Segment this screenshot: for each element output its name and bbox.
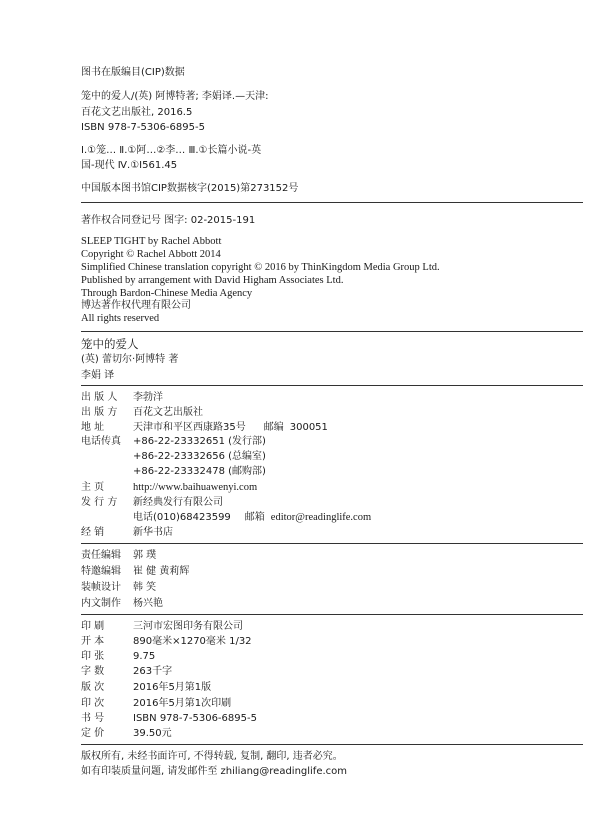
postcode-value: 300051 — [289, 422, 328, 433]
row-value: 杨兴艳 — [133, 598, 163, 609]
cip-line: 国-现代 Ⅳ.①I561.45 — [81, 160, 178, 171]
copyright-line: All rights reserved — [81, 313, 160, 324]
divider — [81, 202, 583, 203]
phone-number: +86-22-23332656 (总编室) — [133, 451, 266, 462]
quality-notice: 如有印装质量问题, 请发邮件至 zhiliang@readinglife.com — [81, 766, 348, 777]
publisher-person-row — [81, 391, 163, 405]
row-value: 2016年5月第1版 — [133, 682, 212, 693]
spec-row — [81, 665, 172, 679]
spec-row — [81, 635, 252, 649]
row-value: 890毫米×1270毫米 1/32 — [133, 636, 252, 647]
row-label: 印 张 — [81, 651, 105, 662]
divider — [81, 385, 583, 386]
divider — [81, 331, 583, 332]
row-value: 2016年5月第1次印刷 — [133, 698, 232, 709]
rights-notice: 版权所有, 未经书面许可, 不得转载, 复制, 翻印, 违者必究。 — [81, 751, 343, 762]
cip-verify-number: 中国版本图书馆CIP数据核字(2015)第273152号 — [81, 183, 299, 194]
spec-row — [81, 650, 155, 664]
row-value: 百花文艺出版社 — [133, 407, 203, 418]
distributor-row — [81, 496, 223, 510]
distributor-contact-row — [133, 511, 371, 525]
row-label: 开 本 — [81, 636, 105, 647]
book-author: (英) 蕾切尔·阿博特 著 — [81, 354, 179, 365]
divider — [81, 614, 583, 615]
mailbox-label: 邮箱 — [244, 512, 265, 523]
book-translator: 李娟 译 — [81, 370, 115, 381]
copyright-line: SLEEP TIGHT by Rachel Abbott — [81, 236, 222, 247]
phone-number: +86-22-23332478 (邮购部) — [133, 466, 266, 477]
row-value: 新华书店 — [133, 527, 173, 538]
row-value: 三河市宏图印务有限公司 — [133, 621, 243, 632]
phone-row — [81, 435, 266, 449]
row-label: 印 次 — [81, 698, 105, 709]
row-label: 书 号 — [81, 713, 105, 724]
staff-row — [81, 549, 156, 563]
row-label: 内文制作 — [81, 598, 121, 609]
postcode-label: 邮编 — [263, 422, 284, 433]
copyright-line: Copyright © Rachel Abbott 2014 — [81, 249, 221, 260]
row-value: ISBN 978-7-5306-6895-5 — [133, 713, 257, 724]
row-label: 定 价 — [81, 728, 105, 739]
phone-number: +86-22-23332651 (发行部) — [133, 436, 266, 447]
publisher-row — [81, 406, 203, 420]
cip-line: 百花文艺出版社, 2016.5 — [81, 107, 193, 118]
row-value: 263千字 — [133, 666, 173, 677]
row-label: 电话传真 — [81, 436, 121, 447]
homepage-row — [81, 481, 257, 495]
row-label: 版 次 — [81, 682, 105, 693]
spec-row — [81, 727, 172, 741]
row-value: 新经典发行有限公司 — [133, 497, 223, 508]
row-value: 天津市和平区西康路35号 — [133, 422, 246, 433]
cip-heading: 图书在版编目(CIP)数据 — [81, 67, 185, 78]
seller-row — [81, 526, 173, 540]
copyright-line: Through Bardon-Chinese Media Agency — [81, 288, 253, 299]
row-label: 装帧设计 — [81, 582, 121, 593]
row-value: 崔 健 黄莉辉 — [133, 566, 190, 577]
distributor-phone: 电话(010)68423599 — [133, 512, 231, 523]
row-label: 主 页 — [81, 482, 105, 493]
row-value: 9.75 — [133, 651, 156, 662]
row-label: 字 数 — [81, 666, 105, 677]
book-title: 笼中的爱人 — [81, 337, 139, 351]
row-value: 39.50元 — [133, 728, 172, 739]
copyright-line: 博达著作权代理有限公司 — [81, 300, 191, 311]
mailbox-value: editor@readinglife.com — [270, 512, 372, 523]
divider — [81, 543, 583, 544]
cip-line: ISBN 978-7-5306-6895-5 — [81, 122, 205, 133]
row-label: 印 刷 — [81, 621, 105, 632]
row-label: 出 版 方 — [81, 407, 118, 418]
row-value: 郭 璞 — [133, 550, 157, 561]
row-label: 发 行 方 — [81, 497, 118, 508]
row-value: 李勃洋 — [133, 392, 163, 403]
row-label: 经 销 — [81, 527, 105, 538]
contract-registration: 著作权合同登记号 图字: 02-2015-191 — [81, 215, 256, 226]
homepage-link: http://www.baihuawenyi.com — [133, 482, 258, 493]
row-label: 责任编辑 — [81, 550, 121, 561]
spec-row — [81, 681, 211, 695]
copyright-line: Simplified Chinese translation copyright © 2016 by ThinKingdom Media Group Ltd. — [81, 262, 440, 273]
address-row — [81, 421, 328, 435]
staff-row — [81, 581, 156, 595]
spec-row — [81, 697, 231, 711]
row-label: 出 版 人 — [81, 392, 118, 403]
row-label: 地 址 — [81, 422, 105, 433]
staff-row — [81, 565, 189, 579]
staff-row — [81, 597, 163, 611]
copyright-line: Published by arrangement with David Higham Associates Ltd. — [81, 275, 344, 286]
cip-line: 笼中的爱人/(英) 阿博特著; 李娟译.—天津: — [81, 91, 269, 102]
spec-row — [81, 620, 243, 634]
row-value: 韩 笑 — [133, 582, 157, 593]
spec-row — [81, 712, 257, 726]
cip-line: Ⅰ.①笼… Ⅱ.①阿…②李… Ⅲ.①长篇小说-英 — [81, 145, 262, 156]
divider — [81, 744, 583, 745]
row-label: 特邀编辑 — [81, 566, 121, 577]
